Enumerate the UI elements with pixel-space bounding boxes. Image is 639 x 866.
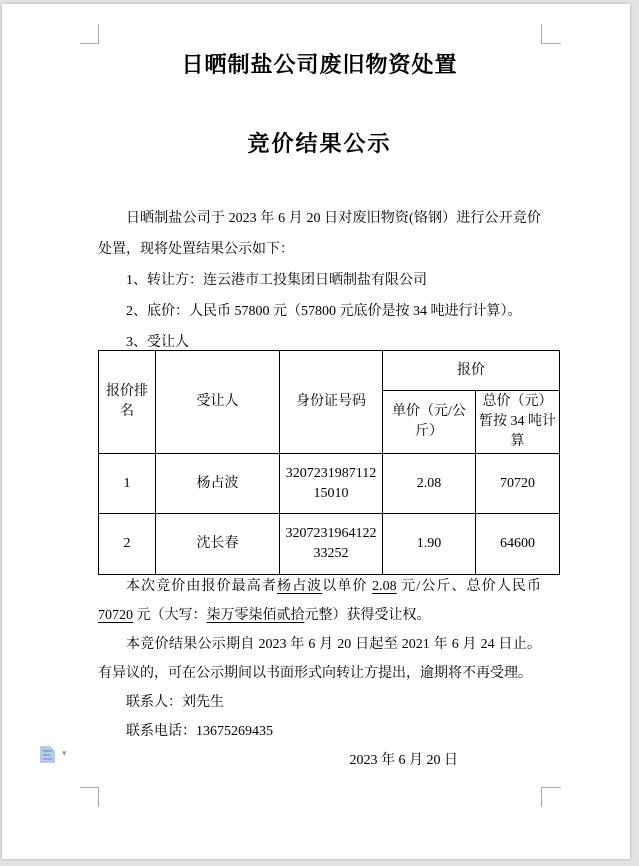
list-item-transferor: 1、转让方：连云港市工投集团日晒制盐有限公司 xyxy=(126,273,427,288)
cell-unit-price: 1.90 xyxy=(383,514,476,575)
document-subtitle: 竞价结果公示 xyxy=(247,131,392,156)
result-text: 本次竞价由报价最高者 xyxy=(126,579,277,594)
cell-rank: 1 xyxy=(99,454,156,514)
cell-id-number: 320723198711215010 xyxy=(280,454,383,514)
table-header-row-1 xyxy=(99,351,560,391)
document-title: 日晒制盐公司废旧物资处置 xyxy=(181,52,458,77)
result-text: 以单价 xyxy=(322,579,373,594)
list-item-transferee: 3、受让人 xyxy=(126,335,189,350)
chevron-down-icon[interactable]: ▾ xyxy=(62,749,67,759)
paste-options-button[interactable] xyxy=(40,746,76,768)
numbered-list xyxy=(98,265,541,358)
cell-total-price: 64600 xyxy=(476,514,560,575)
amount-in-words-underlined: 柒万零柒佰贰拾 xyxy=(206,608,305,623)
cell-id-number: 320723196412233252 xyxy=(280,514,383,575)
intro-paragraph: 日晒制盐公司于 2023 年 6 月 20 日对废旧物资(铬钢）进行公开竞价处置，现将处置结果公示如下： xyxy=(98,211,541,257)
header-quote: 报价 xyxy=(383,351,560,391)
cell-unit-price: 2.08 xyxy=(383,454,476,514)
paste-options-document-icon[interactable] xyxy=(40,746,55,763)
cell-rank: 2 xyxy=(99,514,156,575)
table-row xyxy=(99,514,560,575)
contact-phone: 联系电话：13675269435 xyxy=(126,724,273,739)
margin-mark-top-left xyxy=(80,24,99,44)
margin-mark-bottom-left xyxy=(80,787,99,807)
closing-section xyxy=(98,572,541,775)
bid-results-table xyxy=(98,350,560,575)
result-text: 元整）获得受让权。 xyxy=(304,608,431,623)
unit-price-underlined: 2.08 xyxy=(372,579,397,594)
cell-name: 杨占波 xyxy=(156,454,280,514)
date-line: 2023 年 6 月 20 日 xyxy=(349,753,458,768)
document-page xyxy=(2,4,630,859)
notice-paragraph: 本竞价结果公示期自 2023 年 6 月 20 日起至 2021 年 6 月 24 日止。有异议的，可在公示期间以书面形式向转让方提出，逾期将不再受理。 xyxy=(98,637,541,681)
list-item-base-price: 2、底价：人民币 57800 元（57800 元底价是按 34 吨进行计算）。 xyxy=(126,304,522,319)
margin-mark-bottom-right xyxy=(541,787,561,807)
winner-name-underlined: 杨占波 xyxy=(276,579,323,594)
total-price-underlined: 70720 xyxy=(98,608,133,623)
cell-name: 沈长春 xyxy=(156,514,280,575)
header-transferee: 受让人 xyxy=(156,351,280,454)
table-row xyxy=(99,454,560,514)
header-rank: 报价排名 xyxy=(99,351,156,454)
header-id-number: 身份证号码 xyxy=(280,351,383,454)
contact-person: 联系人：刘先生 xyxy=(126,695,224,710)
cell-total-price: 70720 xyxy=(476,454,560,514)
header-unit-price: 单价（元/公斤） xyxy=(383,391,476,454)
header-total-price: 总价（元）暂按 34 吨计算 xyxy=(476,391,560,454)
result-paragraph xyxy=(98,572,541,630)
result-text: 元（大写： xyxy=(133,608,207,623)
margin-mark-top-right xyxy=(541,24,561,44)
result-text: 元/公斤、总价人民币 xyxy=(396,579,542,594)
